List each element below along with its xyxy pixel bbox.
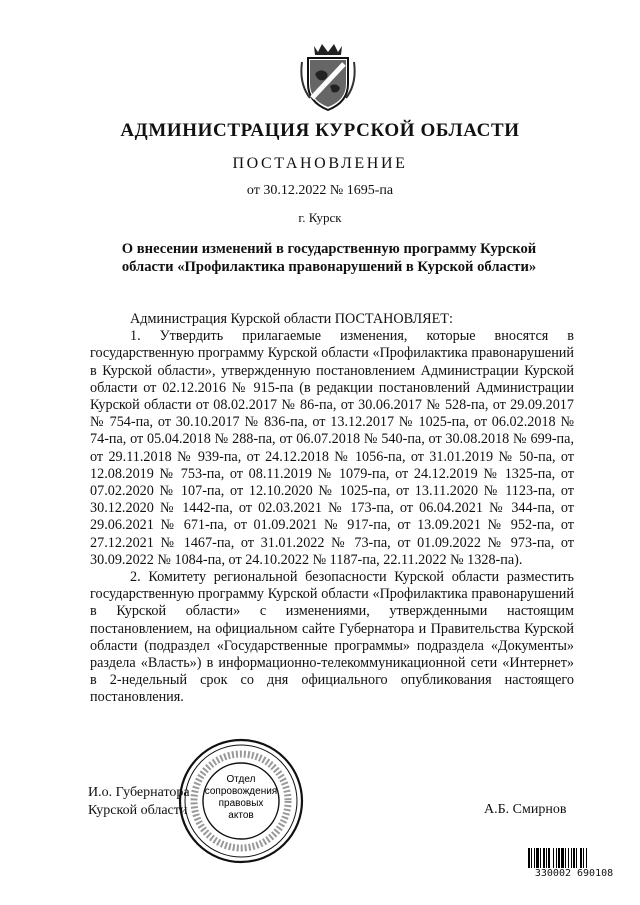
stamp-text-line: правовых <box>218 798 264 809</box>
signatory-title <box>88 784 190 820</box>
signatory-title-line: Курской области <box>88 803 188 818</box>
organization-title: АДМИНИСТРАЦИЯ КУРСКОЙ ОБЛАСТИ <box>120 120 520 141</box>
stamp-text <box>196 774 286 822</box>
subject-line: области «Профилактика правонарушений в Курской области» <box>121 259 537 275</box>
signatory-name: А.Б. Смирнов <box>484 802 567 817</box>
stamp-text-line: Отдел <box>226 774 256 785</box>
clause-1-paragraph: 1. Утвердить прилагаемые изменения, которые вносятся в государственную программу Курской области «Профилактика правонарушений в Курской области», утвержденную постановлением Администрации Курской области от 02.12.2016 № 915-па (в редакции постановлений Администрации Курской области от 08.02.2017 № 86-па, от 30.06.2017 № 528-па, от 29.09.2017 № 754-па, от 30.10.2017 № 836-па, от 13.12.2017 № 1025-па, от 06.02.2018 № 74-па, от 05.04.2018 № 288-па, от 06.07.2018 № 540-па, от 30.08.2018 № 699-па, от 29.11.2018 № 939-па, от 24.12.2018 № 1056-па, от 31.01.2019 № 50-па, от 12.08.2019 № 753-па, от 08.11.2019 № 1079-па, от 24.12.2019 № 1325-па, от 07.02.2020 № 107-па, от 12.10.2020 № 1025-па, от 13.11.2020 № 1123-па, от 30.12.2020 № 1442-па, от 02.03.2021 № 173-па, от 06.04.2021 № 344-па, от 29.06.2021 № 671-па, от 01.09.2021 № 917-па, от 13.09.2021 № 952-па, от 27.12.2021 № 1467-па, от 31.01.2022 № 73-па, от 01.09.2022 № 973-па, от 30.09.2022 № 1084-па, от 24.10.2022 № 1187-па, 22.11.2022 № 1328-па). <box>90 328 574 568</box>
document-type: ПОСТАНОВЛЕНИЕ <box>232 155 408 172</box>
document-city: г. Курск <box>298 210 342 225</box>
document-date-number: от 30.12.2022 № 1695-па <box>246 183 394 198</box>
document-body <box>90 311 574 707</box>
document-subject <box>90 240 568 276</box>
barcode-number: 330002 690108 <box>526 868 622 879</box>
signatory-title-line: И.о. Губернатора <box>88 785 190 800</box>
coat-of-arms-emblem <box>300 40 356 112</box>
clause-2-paragraph: 2. Комитету региональной безопасности Курской области разместить государственную программу Курской области «Профилактика правонарушений в Курской области» с изменениями, утвержденными настоящим постановлением, на официальном сайте Губернатора и Правительства Курской области (подраздел «Государственные программы» подраздела «Документы» раздела «Власть») в информационно-телекоммуникационной сети «Интернет» в 2-недельный срок со дня официального опубликования настоящего постановления. <box>90 569 574 706</box>
preamble-paragraph: Администрация Курской области ПОСТАНОВЛЯЕТ: <box>130 311 453 327</box>
stamp-text-line: сопровождения <box>204 786 278 797</box>
subject-line: О внесении изменений в государственную программу Курской <box>121 241 537 257</box>
stamp-text-line: актов <box>228 810 254 821</box>
